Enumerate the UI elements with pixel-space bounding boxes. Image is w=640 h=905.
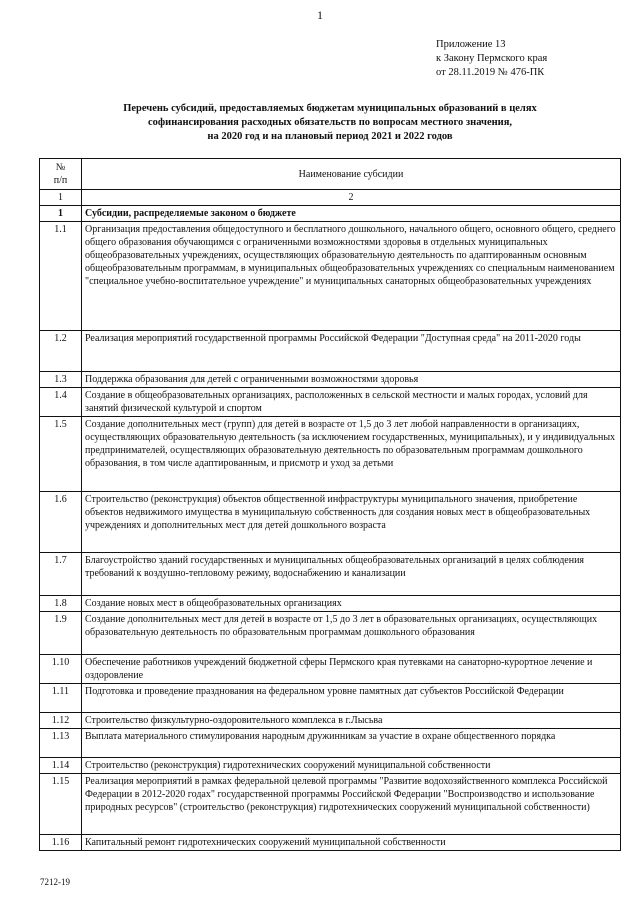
page-number: 1 (317, 8, 323, 22)
row-subsidy-name: Создание дополнительных мест для детей в возрасте от 1,5 до 3 лет в образовательных организациях, осуществляющих образовательную деятельность по образовательным программам дошкольного образования (82, 612, 621, 655)
row-subsidy-name: Строительство физкультурно-оздоровительного комплекса в г.Лысьва (82, 713, 621, 729)
row-subsidy-name: Строительство (реконструкция) объектов общественной инфраструктуры муниципального значения, приобретение объектов недвижимого имущества в муниципальную собственность для создания новых мест в общеобразовательных учреждениях и дополнительных мест для детей дошкольного возраста (82, 492, 621, 553)
row-subsidy-name: Реализация мероприятий в рамках федеральной целевой программы "Развитие водохозяйственного комплекса Российской Федерации в 2012-2020 годах" государственной программы Российской Федерации "Воспроизводство и использование природных ресурсов" (строительство (реконструкция) гидротехнических сооружений муниципальной собственности) (82, 774, 621, 835)
row-number: 1.1 (40, 222, 82, 331)
table-row (40, 758, 621, 774)
table-row (40, 729, 621, 758)
row-subsidy-name: Подготовка и проведение празднования на федеральном уровне памятных дат субъектов Российской Федерации (82, 684, 621, 713)
row-subsidy-name: Выплата материального стимулирования народным дружинникам за участие в охране общественного порядка (82, 729, 621, 758)
row-number: 1.7 (40, 553, 82, 596)
row-number: 1.9 (40, 612, 82, 655)
table-row (40, 417, 621, 492)
table-row (40, 222, 621, 331)
row-subsidy-name: Капитальный ремонт гидротехнических сооружений муниципальной собственности (82, 835, 621, 851)
column-number-1: 1 (40, 190, 82, 206)
row-subsidy-name: Организация предоставления общедоступного и бесплатного дошкольного, начального общего, основного общего, среднего общего образования обучающимся с ограниченными возможностями здоровья в отдельных муниципальных общеобразовательных учреждениях, осуществляющих образовательную деятельность по адаптированным основным общеобразовательным программам, в муниципальных общеобразовательных учреждениях со специальным наименованием "специальное учебно-воспитательное учреждение" и муниципальных санаторных общеобразовательных учреждениях (82, 222, 621, 331)
header-num: № п/п (40, 159, 82, 190)
footer-code: 7212-19 (40, 877, 70, 887)
row-subsidy-name: Создание новых мест в общеобразовательных организациях (82, 596, 621, 612)
appendix-line-3: от 28.11.2019 № 476-ПК (436, 67, 545, 78)
row-subsidy-name: Благоустройство зданий государственных и муниципальных общеобразовательных организаций в целях соблюдения требований к воздушно-тепловому режиму, водоснабжению и канализации (82, 553, 621, 596)
table-row (40, 612, 621, 655)
row-number: 1 (40, 206, 82, 222)
table-row (40, 655, 621, 684)
appendix-line-2: к Закону Пермского края (436, 53, 548, 64)
column-number-row (40, 190, 621, 206)
row-subsidy-name: Создание дополнительных мест (групп) для детей в возрасте от 1,5 до 3 лет любой направленности в организациях, осуществляющих образовательную деятельность (за исключением государственных, муниципальных), и у индивидуальных предпринимателей, осуществляющих образовательную деятельность по образовательным программам дошкольного образования, в том числе адаптированным, и присмотр и уход за детьми (82, 417, 621, 492)
table-row (40, 684, 621, 713)
row-number: 1.8 (40, 596, 82, 612)
appendix-line-1: Приложение 13 (436, 39, 506, 50)
table-row (40, 835, 621, 851)
row-number: 1.10 (40, 655, 82, 684)
table-row (40, 388, 621, 417)
title-line-3: на 2020 год и на плановый период 2021 и 2022 годов (207, 131, 453, 142)
row-number: 1.12 (40, 713, 82, 729)
title-line-1: Перечень субсидий, предоставляемых бюджетам муниципальных образований в целях (123, 103, 537, 114)
table-row (40, 372, 621, 388)
row-subsidy-name: Поддержка образования для детей с ограниченными возможностями здоровья (82, 372, 621, 388)
row-subsidy-name: Субсидии, распределяемые законом о бюджете (82, 206, 621, 222)
row-number: 1.6 (40, 492, 82, 553)
appendix-block (436, 38, 547, 80)
table-row (40, 331, 621, 372)
row-number: 1.5 (40, 417, 82, 492)
table-row (40, 492, 621, 553)
subsidies-table (39, 158, 621, 851)
table-row (40, 774, 621, 835)
table-row (40, 206, 621, 222)
row-subsidy-name: Создание в общеобразовательных организациях, расположенных в сельской местности и малых городах, условий для занятий физической культурой и спортом (82, 388, 621, 417)
document-title (60, 102, 600, 144)
row-number: 1.3 (40, 372, 82, 388)
table-row (40, 596, 621, 612)
row-number: 1.4 (40, 388, 82, 417)
row-subsidy-name: Реализация мероприятий государственной программы Российской Федерации "Доступная среда" на 2011-2020 годы (82, 331, 621, 372)
row-number: 1.2 (40, 331, 82, 372)
column-number-2: 2 (82, 190, 621, 206)
row-number: 1.15 (40, 774, 82, 835)
row-subsidy-name: Строительство (реконструкция) гидротехнических сооружений муниципальной собственности (82, 758, 621, 774)
table-row (40, 553, 621, 596)
table-row (40, 713, 621, 729)
row-number: 1.14 (40, 758, 82, 774)
row-number: 1.11 (40, 684, 82, 713)
row-number: 1.16 (40, 835, 82, 851)
row-subsidy-name: Обеспечение работников учреждений бюджетной сферы Пермского края путевками на санаторно-курортное лечение и оздоровление (82, 655, 621, 684)
header-name: Наименование субсидии (82, 159, 621, 190)
title-line-2: софинансирования расходных обязательств по вопросам местного значения, (147, 117, 513, 128)
row-number: 1.13 (40, 729, 82, 758)
table-header-row (40, 159, 621, 190)
